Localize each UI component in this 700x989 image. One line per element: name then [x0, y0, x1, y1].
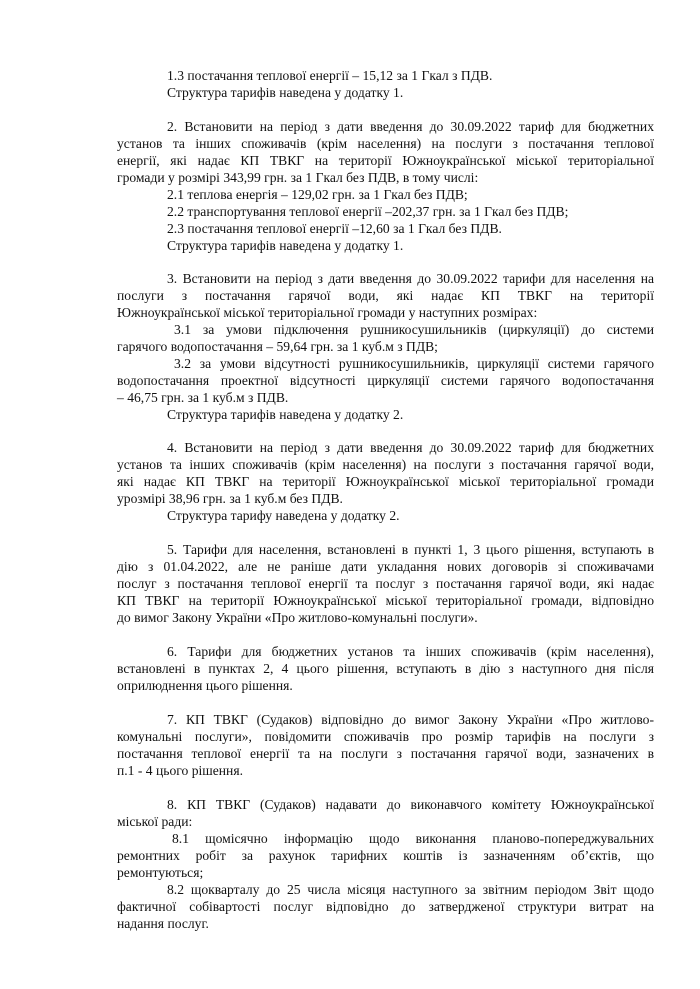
- paragraph-2-line: громади у розмірі 343,99 грн. за 1 Гкал без ПДВ, в тому числі:: [117, 170, 479, 185]
- paragraph-6-line: оприлюднення цього рішення.: [117, 678, 293, 693]
- paragraph-3-line: Южноукраїнської міської територіальної громади у наступних розмірах:: [117, 305, 538, 320]
- item-8-2-line: 8.2 щокварталу до 25 числа місяця наступного за звітним періодом Звіт щодо: [167, 882, 654, 897]
- paragraph-5-line: 5. Тарифи для населення, встановлені в пункті 1, 3 цього рішення, вступають в: [167, 542, 654, 557]
- paragraph-2-line: установ та інших споживачів (крім населення) на послуги з постачання теплової: [117, 136, 654, 151]
- item-8-1-line: ремонтуються;: [117, 865, 204, 880]
- paragraph-2-line: енергії, які надає КП ТВКГ на території Южноукраїнської міської територіальної: [117, 153, 654, 168]
- paragraph-8-line: міської ради:: [117, 814, 193, 829]
- item-8-1-line: 8.1 щомісячно інформацію щодо виконання планово-попереджувальних: [172, 831, 654, 846]
- paragraph-5-line: КП ТВКГ на території Южноукраїнської міської територіальної громади, відповідно: [117, 593, 654, 608]
- appendix-note: Структура тарифів наведена у додатку 1.: [167, 85, 404, 100]
- item-3-2-line: 3.2 за умови відсутності рушникосушильників, циркуляції системи гарячого: [174, 356, 654, 371]
- item-3-1-line: 3.1 за умови підключення рушникосушильників (циркуляції) до системи: [174, 322, 654, 337]
- paragraph-4-line: установ та інших споживачів (крім населення) на послуги з постачання гарячої води,: [117, 457, 654, 472]
- paragraph-6-line: 6. Тарифи для бюджетних установ та інших споживачів (крім населення),: [167, 644, 654, 659]
- paragraph-7-line: п.1 - 4 цього рішення.: [117, 763, 243, 778]
- paragraph-3-line: послуги з постачання гарячої води, які надає КП ТВКГ на території: [117, 288, 654, 303]
- item-2-2: 2.2 транспортування теплової енергії –202,37 грн. за 1 Гкал без ПДВ;: [167, 204, 569, 219]
- paragraph-3-line: 3. Встановити на період з дати введення до 30.09.2022 тарифи для населення на: [167, 271, 654, 286]
- item-8-2-line: фактичної собівартості послуг відповідно до затвердженої структури витрат на: [117, 899, 654, 914]
- paragraph-2-line: 2. Встановити на період з дати введення до 30.09.2022 тариф для бюджетних: [167, 119, 654, 134]
- paragraph-7-line: комунальні послуги», повідомити споживачів про розмір тарифів на послуги з: [117, 729, 654, 744]
- appendix-note: Структура тарифів наведена у додатку 1.: [167, 238, 404, 253]
- item-8-2-line: надання послуг.: [117, 916, 209, 931]
- paragraph-4-line: які надає КП ТВКГ на території Южноукраїнської міської територіальної громади: [117, 474, 654, 489]
- item-3-1-line: гарячого водопостачання – 59,64 грн. за 1 куб.м з ПДВ;: [117, 339, 438, 354]
- item-1-3: 1.3 постачання теплової енергії – 15,12 за 1 Гкал з ПДВ.: [167, 68, 493, 83]
- item-2-1: 2.1 теплова енергія – 129,02 грн. за 1 Гкал без ПДВ;: [167, 187, 468, 202]
- paragraph-5-line: до вимог Закону України «Про житлово-комунальні послуги».: [117, 610, 478, 625]
- paragraph-5-line: послуг з постачання теплової енергії та послуг з постачання гарячої води, які надає: [117, 576, 654, 591]
- item-3-2-line: – 46,75 грн. за 1 куб.м з ПДВ.: [117, 390, 289, 405]
- paragraph-7-line: 7. КП ТВКГ (Судаков) відповідно до вимог Закону України «Про житлово-: [167, 712, 654, 727]
- paragraph-4-line: 4. Встановити на період з дати введення до 30.09.2022 тариф для бюджетних: [167, 440, 654, 455]
- appendix-note: Структура тарифу наведена у додатку 2.: [167, 508, 400, 523]
- paragraph-4-line: урозмірі 38,96 грн. за 1 куб.м без ПДВ.: [117, 491, 343, 506]
- item-2-3: 2.3 постачання теплової енергії –12,60 за 1 Гкал без ПДВ.: [167, 221, 502, 236]
- paragraph-8-line: 8. КП ТВКГ (Судаков) надавати до виконавчого комітету Южноукраїнської: [167, 797, 654, 812]
- paragraph-5-line: дію з 01.04.2022, але не раніше дати укладання нових договорів зі споживачами: [117, 559, 654, 574]
- appendix-note: Структура тарифів наведена у додатку 2.: [167, 407, 404, 422]
- item-3-2-line: водопостачання проектної відсутності циркуляції системи гарячого водопостачання: [117, 373, 654, 388]
- paragraph-7-line: постачання теплової енергії та на послуги з постачання гарячої води, зазначених в: [117, 746, 654, 761]
- item-8-1-line: ремонтних робіт за рахунок тарифних коштів із зазначенням об’єктів, що: [117, 848, 654, 863]
- paragraph-6-line: встановлені в пунктах 2, 4 цього рішення, вступають в дію з наступного дня після: [117, 661, 654, 676]
